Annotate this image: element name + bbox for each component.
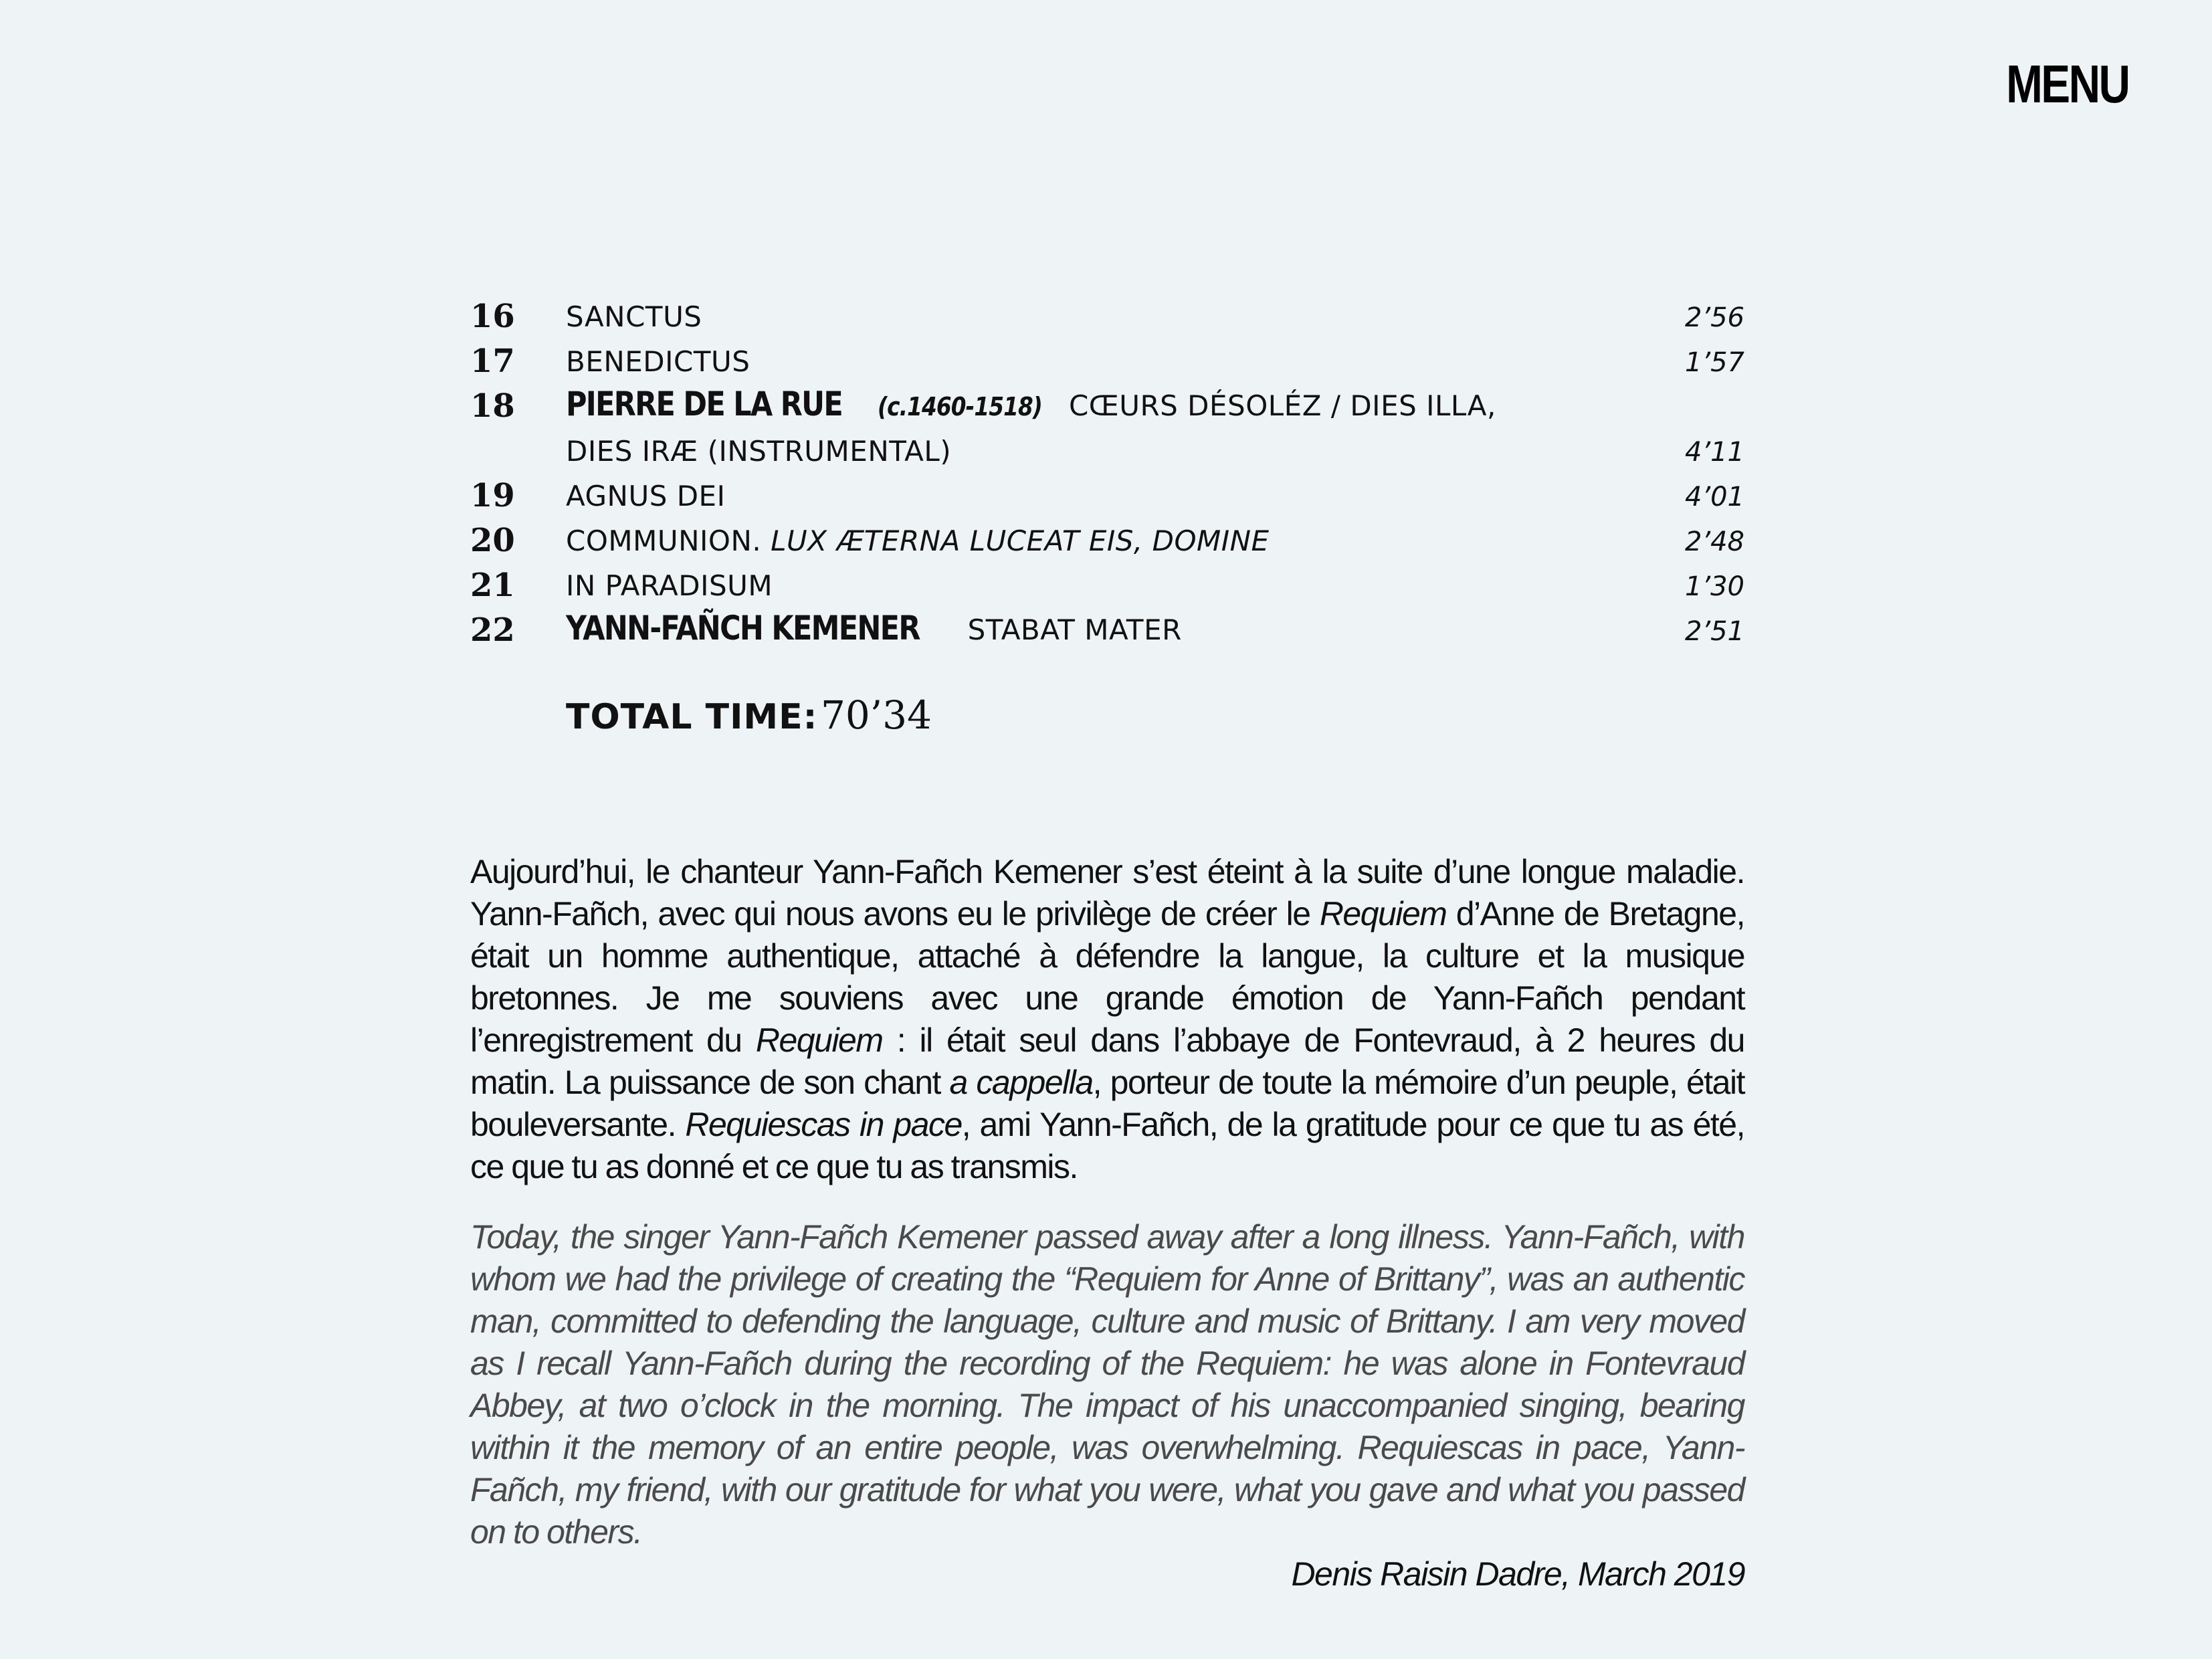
track-duration: 2’48 <box>1684 526 1744 557</box>
track-title: AGNUS DEI <box>566 480 726 512</box>
track-number: 20 <box>470 522 515 559</box>
notes-signature: Denis Raisin Dadre, March 2019 <box>1291 1555 1744 1593</box>
track-title-line <box>566 609 1182 648</box>
total-time <box>566 692 932 738</box>
composer-name: PIERRE DE LA RUE <box>566 385 843 423</box>
composer-dates: (c.1460-1518) <box>878 392 1043 421</box>
track-title: SANCTUS <box>566 300 702 333</box>
liner-notes <box>470 851 1744 1595</box>
notes-emphasis: a cappella <box>949 1064 1093 1101</box>
track-number: 19 <box>470 477 515 514</box>
track-row <box>470 384 1744 429</box>
track-row <box>470 518 1744 563</box>
track-number: 18 <box>470 387 515 425</box>
track-duration: 2’51 <box>1684 616 1744 647</box>
track-duration: 1’57 <box>1684 347 1744 378</box>
track-number: 16 <box>470 298 515 335</box>
notes-text: d’Anne de Bretagne, était un homme authentique, attaché à défendre la langue, la culture et la musique bretonnes. Je me souviens avec une grande émotion de Yann-Fañch pendant l’enregistrement du <box>470 895 1744 1059</box>
track-duration: 4’01 <box>1684 482 1744 512</box>
total-time-label: TOTAL TIME: <box>566 697 818 737</box>
track-title: CŒURS DÉSOLÉZ / DIES ILLA, <box>1068 389 1496 422</box>
notes-text: Aujourd’hui, le chanteur Yann-Fañch Kemener s’est éteint à la suite d’une longue maladie. Yann-Fañch, avec qui nous avons eu le privilège de créer le <box>470 853 1744 933</box>
track-row <box>470 608 1744 653</box>
track-row <box>470 563 1744 608</box>
track-title-line <box>566 387 1496 421</box>
track-duration: 4’11 <box>1684 437 1744 468</box>
menu-button[interactable]: MENU <box>2006 54 2129 114</box>
total-time-value: 70’34 <box>820 692 932 738</box>
track-subtitle: LUX ÆTERNA LUCEAT EIS, DOMINE <box>771 524 1270 557</box>
notes-text: , ami Yann-Fañch, de la gratitude pour ce que tu as été, ce que tu as donné et ce que tu as transmis. <box>470 1106 1744 1185</box>
track-title-line <box>566 524 1270 557</box>
notes-text: , porteur de toute la mémoire d’un peuple, était bouleversante. <box>470 1064 1744 1143</box>
track-duration: 2’56 <box>1684 302 1744 333</box>
notes-english: Today, the singer Yann-Fañch Kemener passed away after a long illness. Yann-Fañch, with whom we had the privilege of creating the “Requiem for Anne of Brittany”, was an authentic man, committed to defending the language, culture and music of Brittany. I am very moved as I recall Yann-Fañch during the recording of the Requiem: he was alone in Fontevraud Abbey, at two o’clock in the morning. The impact of his unaccompanied singing, bearing within it the memory of an entire people, was overwhelming. Requiescas in pace, Yann-Fañch, my friend, with our gratitude for what you were, what you gave and what you passed on to others. <box>470 1218 1744 1551</box>
track-number: 17 <box>470 343 515 380</box>
track-row <box>470 474 1744 518</box>
track-number: 21 <box>470 567 515 604</box>
notes-text: : il était seul dans l’abbaye de Fontevraud, à 2 heures du matin. La puissance de son chant <box>470 1021 1744 1101</box>
notes-emphasis: Requiem <box>1319 895 1447 933</box>
track-title: BENEDICTUS <box>566 345 750 378</box>
track-title: STABAT MATER <box>967 613 1182 646</box>
track-row <box>470 294 1744 339</box>
track-row-continued <box>470 429 1744 474</box>
track-title-continued: DIES IRÆ (INSTRUMENTAL) <box>566 435 952 468</box>
tracklist <box>470 294 1744 653</box>
notes-emphasis: Requiem <box>755 1021 883 1059</box>
track-number: 22 <box>470 611 515 649</box>
track-title: IN PARADISUM <box>566 569 773 602</box>
track-row <box>470 339 1744 384</box>
track-duration: 1’30 <box>1684 571 1744 602</box>
composer-name: YANN-FAÑCH KEMENER <box>566 609 920 648</box>
notes-emphasis: Requiescas in pace <box>685 1106 962 1143</box>
notes-french <box>470 851 1744 1188</box>
track-title: COMMUNION. <box>566 524 762 557</box>
